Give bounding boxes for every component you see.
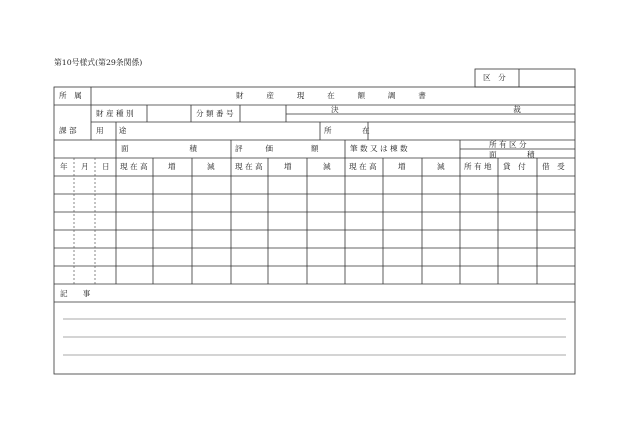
col-year: 年: [60, 162, 68, 171]
col-shoyuchi: 所 有 地: [464, 162, 492, 171]
shoyuu-menseki-header: 面 積: [489, 150, 535, 159]
kubun-label: 区 分: [483, 73, 506, 82]
hissu-group-header: 筆 数 又 は 棟 数: [350, 144, 408, 153]
zaisan-shubetsu-label: 財 産 種 別: [96, 109, 134, 118]
form-number-label: 第10号様式(第29条関係): [54, 58, 143, 67]
form-title: 財 産 現 在 額 調 書: [236, 91, 426, 100]
col-gen-1: 減: [207, 162, 215, 171]
col-day: 日: [102, 162, 110, 171]
shozoku-label: 所 属: [59, 91, 82, 100]
col-gen-2: 減: [323, 162, 331, 171]
col-genzaidaka-2: 現 在 高: [235, 162, 263, 171]
col-kashitsuke: 貸 付: [503, 162, 526, 171]
col-zo-1: 増: [168, 162, 176, 171]
col-month: 月: [81, 162, 89, 171]
remarks-label: 記 事: [60, 289, 91, 298]
col-gen-3: 減: [437, 162, 445, 171]
col-shakuju: 借 受: [542, 162, 565, 171]
yoto-label: 用 途: [96, 126, 127, 135]
col-genzaidaka-3: 現 在 高: [349, 162, 377, 171]
bunrui-bango-label: 分 類 番 号: [196, 109, 234, 118]
hyoka-group-header: 評 価 額: [235, 144, 319, 153]
menseki-group-header: 面 積: [121, 144, 197, 153]
col-genzaidaka-1: 現 在 高: [120, 162, 148, 171]
shoyuu-kubun-header: 所 有 区 分: [489, 140, 527, 149]
col-zo-3: 増: [398, 162, 406, 171]
col-zo-2: 増: [284, 162, 292, 171]
shozai-label: 所 在: [324, 126, 370, 135]
ka-bu-label: 課 部: [59, 126, 77, 135]
kessai-label: 決 裁: [331, 105, 521, 114]
